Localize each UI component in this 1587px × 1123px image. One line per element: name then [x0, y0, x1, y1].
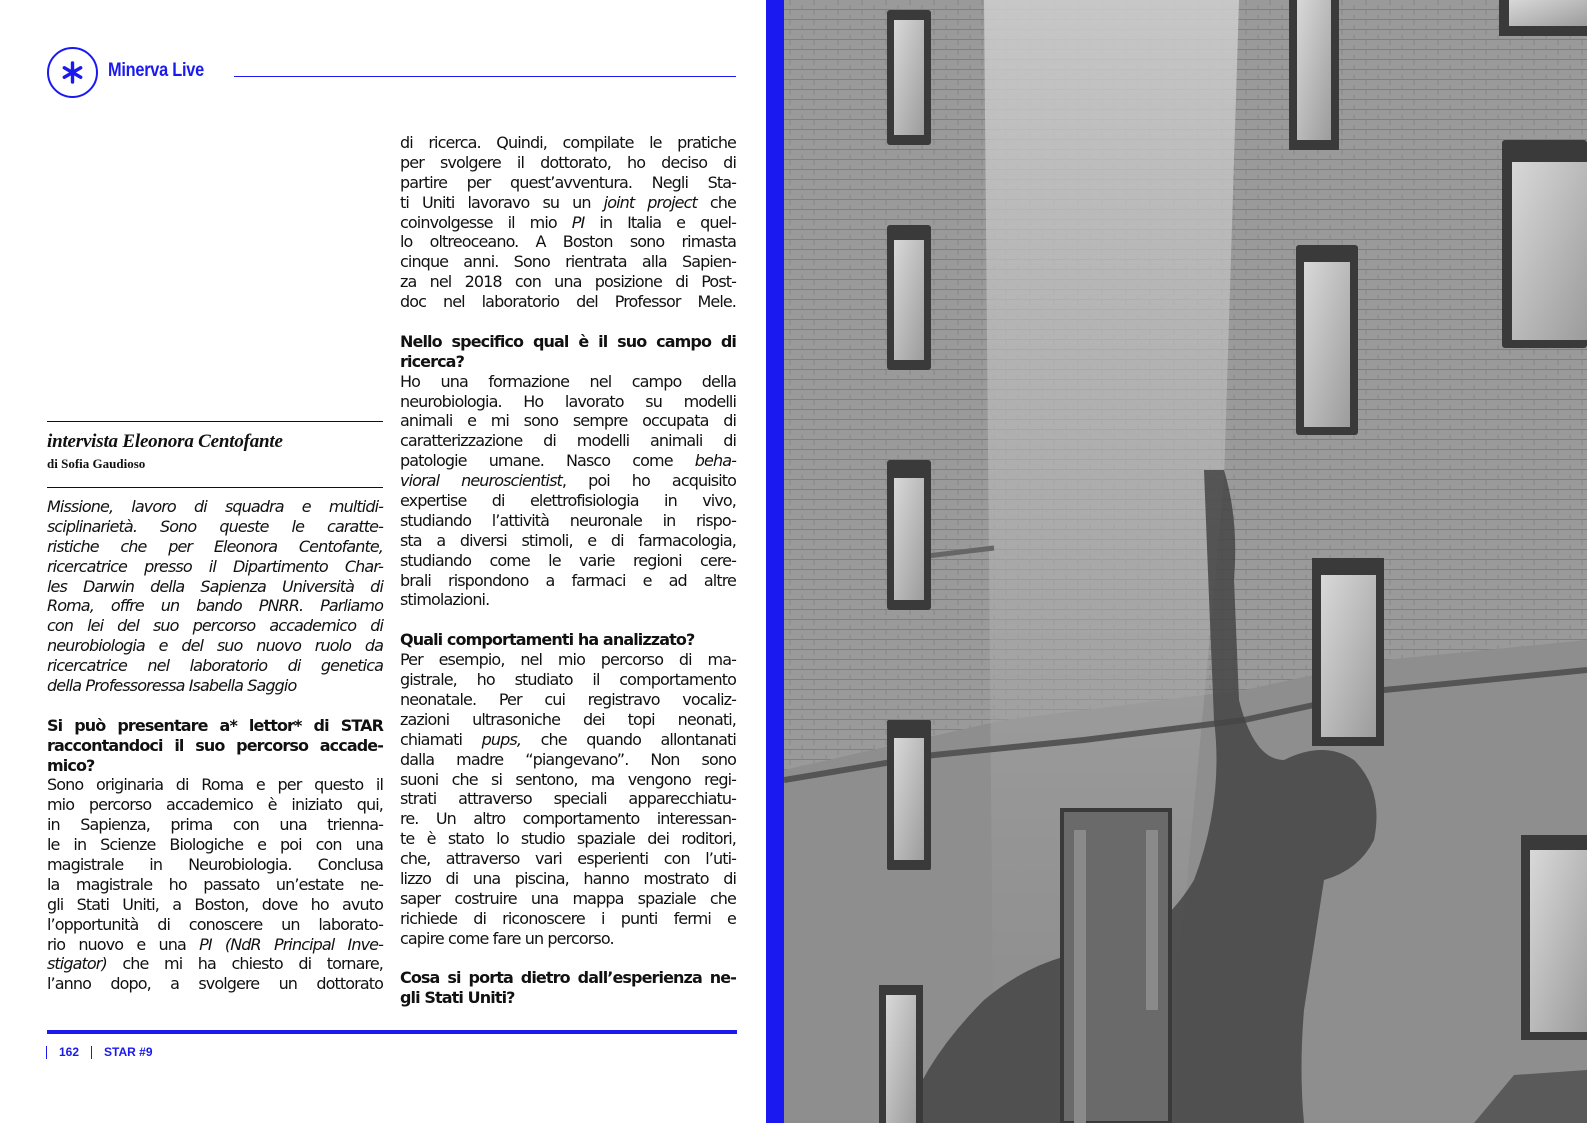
text-line: za nel 2018 con una posizione di Post- — [400, 272, 736, 292]
text-line: zazioni ultrasoniche dei topi neonati, — [400, 709, 736, 729]
text-line: rio nuovo e una PI (NdR Principal Inve- — [47, 934, 383, 954]
text-line: raccontandoci il suo percorso accade- — [47, 735, 383, 755]
text-line: chiamati pups, che quando allontanati — [400, 729, 736, 749]
text-line: patologie umane. Nasco come beha- — [400, 451, 736, 471]
text-line: strati attraverso speciali apparecchiatu- — [400, 789, 736, 809]
text-line: sta a diversi stimoli, e di farmacologia, — [400, 530, 736, 550]
text-line: studiando l’attività neuronale in rispo- — [400, 510, 736, 530]
text-line: te è stato lo studio spaziale dei roditori, — [400, 829, 736, 849]
byline-divider-top — [47, 421, 383, 422]
text-line: cinque anni. Sono rientrata alla Sapien- — [400, 252, 736, 272]
text-line: caratterizzazione di modelli animali di — [400, 431, 736, 451]
text-line: dalla madre “piangevano”. Non sono — [400, 749, 736, 769]
text-line: con lei del suo percorso accademico di — [47, 616, 383, 636]
right-text-column — [400, 133, 736, 1008]
text-line: ricerca? — [400, 351, 464, 371]
byline-divider-bottom — [47, 487, 383, 488]
text-line: capire come fare un percorso. — [400, 928, 614, 948]
article-author: di Sofia Gaudioso — [47, 456, 146, 471]
text-line: neurobiologia e del suo nuovo ruolo da — [47, 636, 383, 656]
text-line: re. Un altro comportamento interessan- — [400, 809, 736, 829]
text-line: l’opportunità di conoscere un laborato- — [47, 914, 383, 934]
text-line: lo oltreoceano. A Boston sono rimasta — [400, 232, 736, 252]
text-line: l’anno dopo, a svolgere un dottorato — [47, 974, 383, 994]
text-line: neurobiologia. Ho lavorato su modelli — [400, 391, 736, 411]
text-line: gli Stati Uniti? — [400, 988, 515, 1008]
text-line: sciplinarietà. Sono queste le caratte- — [47, 516, 383, 536]
question-1 — [47, 716, 383, 776]
page-footer — [46, 1045, 153, 1059]
text-line: vioral neuroscientist, poi ho acquisito — [400, 471, 736, 491]
question-2 — [400, 332, 736, 372]
text-line: Nello specifico qual è il suo campo di — [400, 331, 736, 351]
accent-band — [766, 0, 784, 1123]
text-line: partire per quest’avventura. Negli Sta- — [400, 172, 736, 192]
text-line: ristiche che per Eleonora Centofante, — [47, 536, 383, 556]
text-line: le in Scienze Biologiche e poi con una — [47, 835, 383, 855]
header-divider — [234, 76, 736, 77]
text-line: neonatale. Per cui registravo vocaliz- — [400, 689, 736, 709]
text-line: magistrale in Neurobiologia. Conclusa — [47, 855, 383, 875]
building-mural-photo — [784, 0, 1587, 1123]
text-line: che, attraverso vari esperienti con l’uti- — [400, 849, 736, 869]
text-line: suoni che si sentono, ma vengono regi- — [400, 769, 736, 789]
text-line: mico? — [47, 755, 95, 775]
page-number: 162 — [59, 1045, 80, 1059]
text-line: Cosa si porta dietro dall’esperienza ne- — [400, 968, 736, 988]
text-line: stigator) che mi ha chiesto di tornare, — [47, 954, 383, 974]
text-line: doc nel laboratorio del Professor Mele. — [400, 292, 736, 312]
text-line: gistrale, ho studiato il comportamento — [400, 670, 736, 690]
text-line: Missione, lavoro di squadra e multidi- — [47, 497, 383, 516]
left-text-column — [47, 497, 383, 994]
text-line: Sono originaria di Roma e per questo il — [47, 775, 383, 795]
answer-3 — [400, 650, 736, 948]
text-line: della Professoressa Isabella Saggio — [47, 676, 297, 696]
text-line: ricercatrice presso il Dipartimento Char- — [47, 556, 383, 576]
text-line: ricercatrice nel laboratorio di genetica — [47, 656, 383, 676]
answer-1 — [47, 775, 383, 994]
text-line: ti Uniti lavoravo su un joint project che — [400, 192, 736, 212]
text-line: expertise di elettrofisiologia in vivo, — [400, 491, 736, 511]
section-title: Minerva Live — [108, 60, 204, 81]
text-line: les Darwin della Sapienza Università di — [47, 576, 383, 596]
magazine-issue: STAR #9 — [104, 1045, 153, 1059]
intro-paragraph — [47, 497, 383, 696]
asterisk-logo-icon — [47, 47, 98, 98]
text-line: Si può presentare a* lettor* di STAR — [47, 715, 383, 735]
text-line: per svolgere il dottorato, ho deciso di — [400, 152, 736, 172]
text-line: studiando come le varie regioni cere- — [400, 550, 736, 570]
answer-1-continued — [400, 133, 736, 312]
question-4 — [400, 968, 736, 1008]
text-line: stimolazioni. — [400, 590, 490, 610]
text-line: in Sapienza, prima con una trienna- — [47, 815, 383, 835]
question-3 — [400, 630, 736, 650]
text-line: mio percorso accademico è iniziato qui, — [47, 795, 383, 815]
text-line: gli Stati Uniti, a Boston, dove ho avuto — [47, 894, 383, 914]
footer-divider — [47, 1030, 737, 1034]
text-line: coinvolgesse il mio PI in Italia e quel- — [400, 212, 736, 232]
text-line: Per esempio, nel mio percorso di ma- — [400, 650, 736, 670]
text-line: Quali comportamenti ha analizzato? — [400, 630, 695, 650]
text-line: animali e mi sono sempre occupata di — [400, 411, 736, 431]
text-line: brali rispondono a farmaci e ad altre — [400, 570, 736, 590]
text-line: lizzo di una piscina, hanno mostrato di — [400, 868, 736, 888]
text-line: richiede di riconoscere i punti fermi e — [400, 908, 736, 928]
text-line: saper costruire una mappa spaziale che — [400, 888, 736, 908]
text-line: di ricerca. Quindi, compilate le pratiche — [400, 133, 736, 152]
text-line: la magistrale ho passato un’estate ne- — [47, 874, 383, 894]
text-line: Ho una formazione nel campo della — [400, 371, 736, 391]
text-line: Roma, offre un bando PNRR. Parliamo — [47, 596, 383, 616]
answer-2 — [400, 372, 736, 611]
article-title: intervista Eleonora Centofante — [47, 431, 283, 452]
